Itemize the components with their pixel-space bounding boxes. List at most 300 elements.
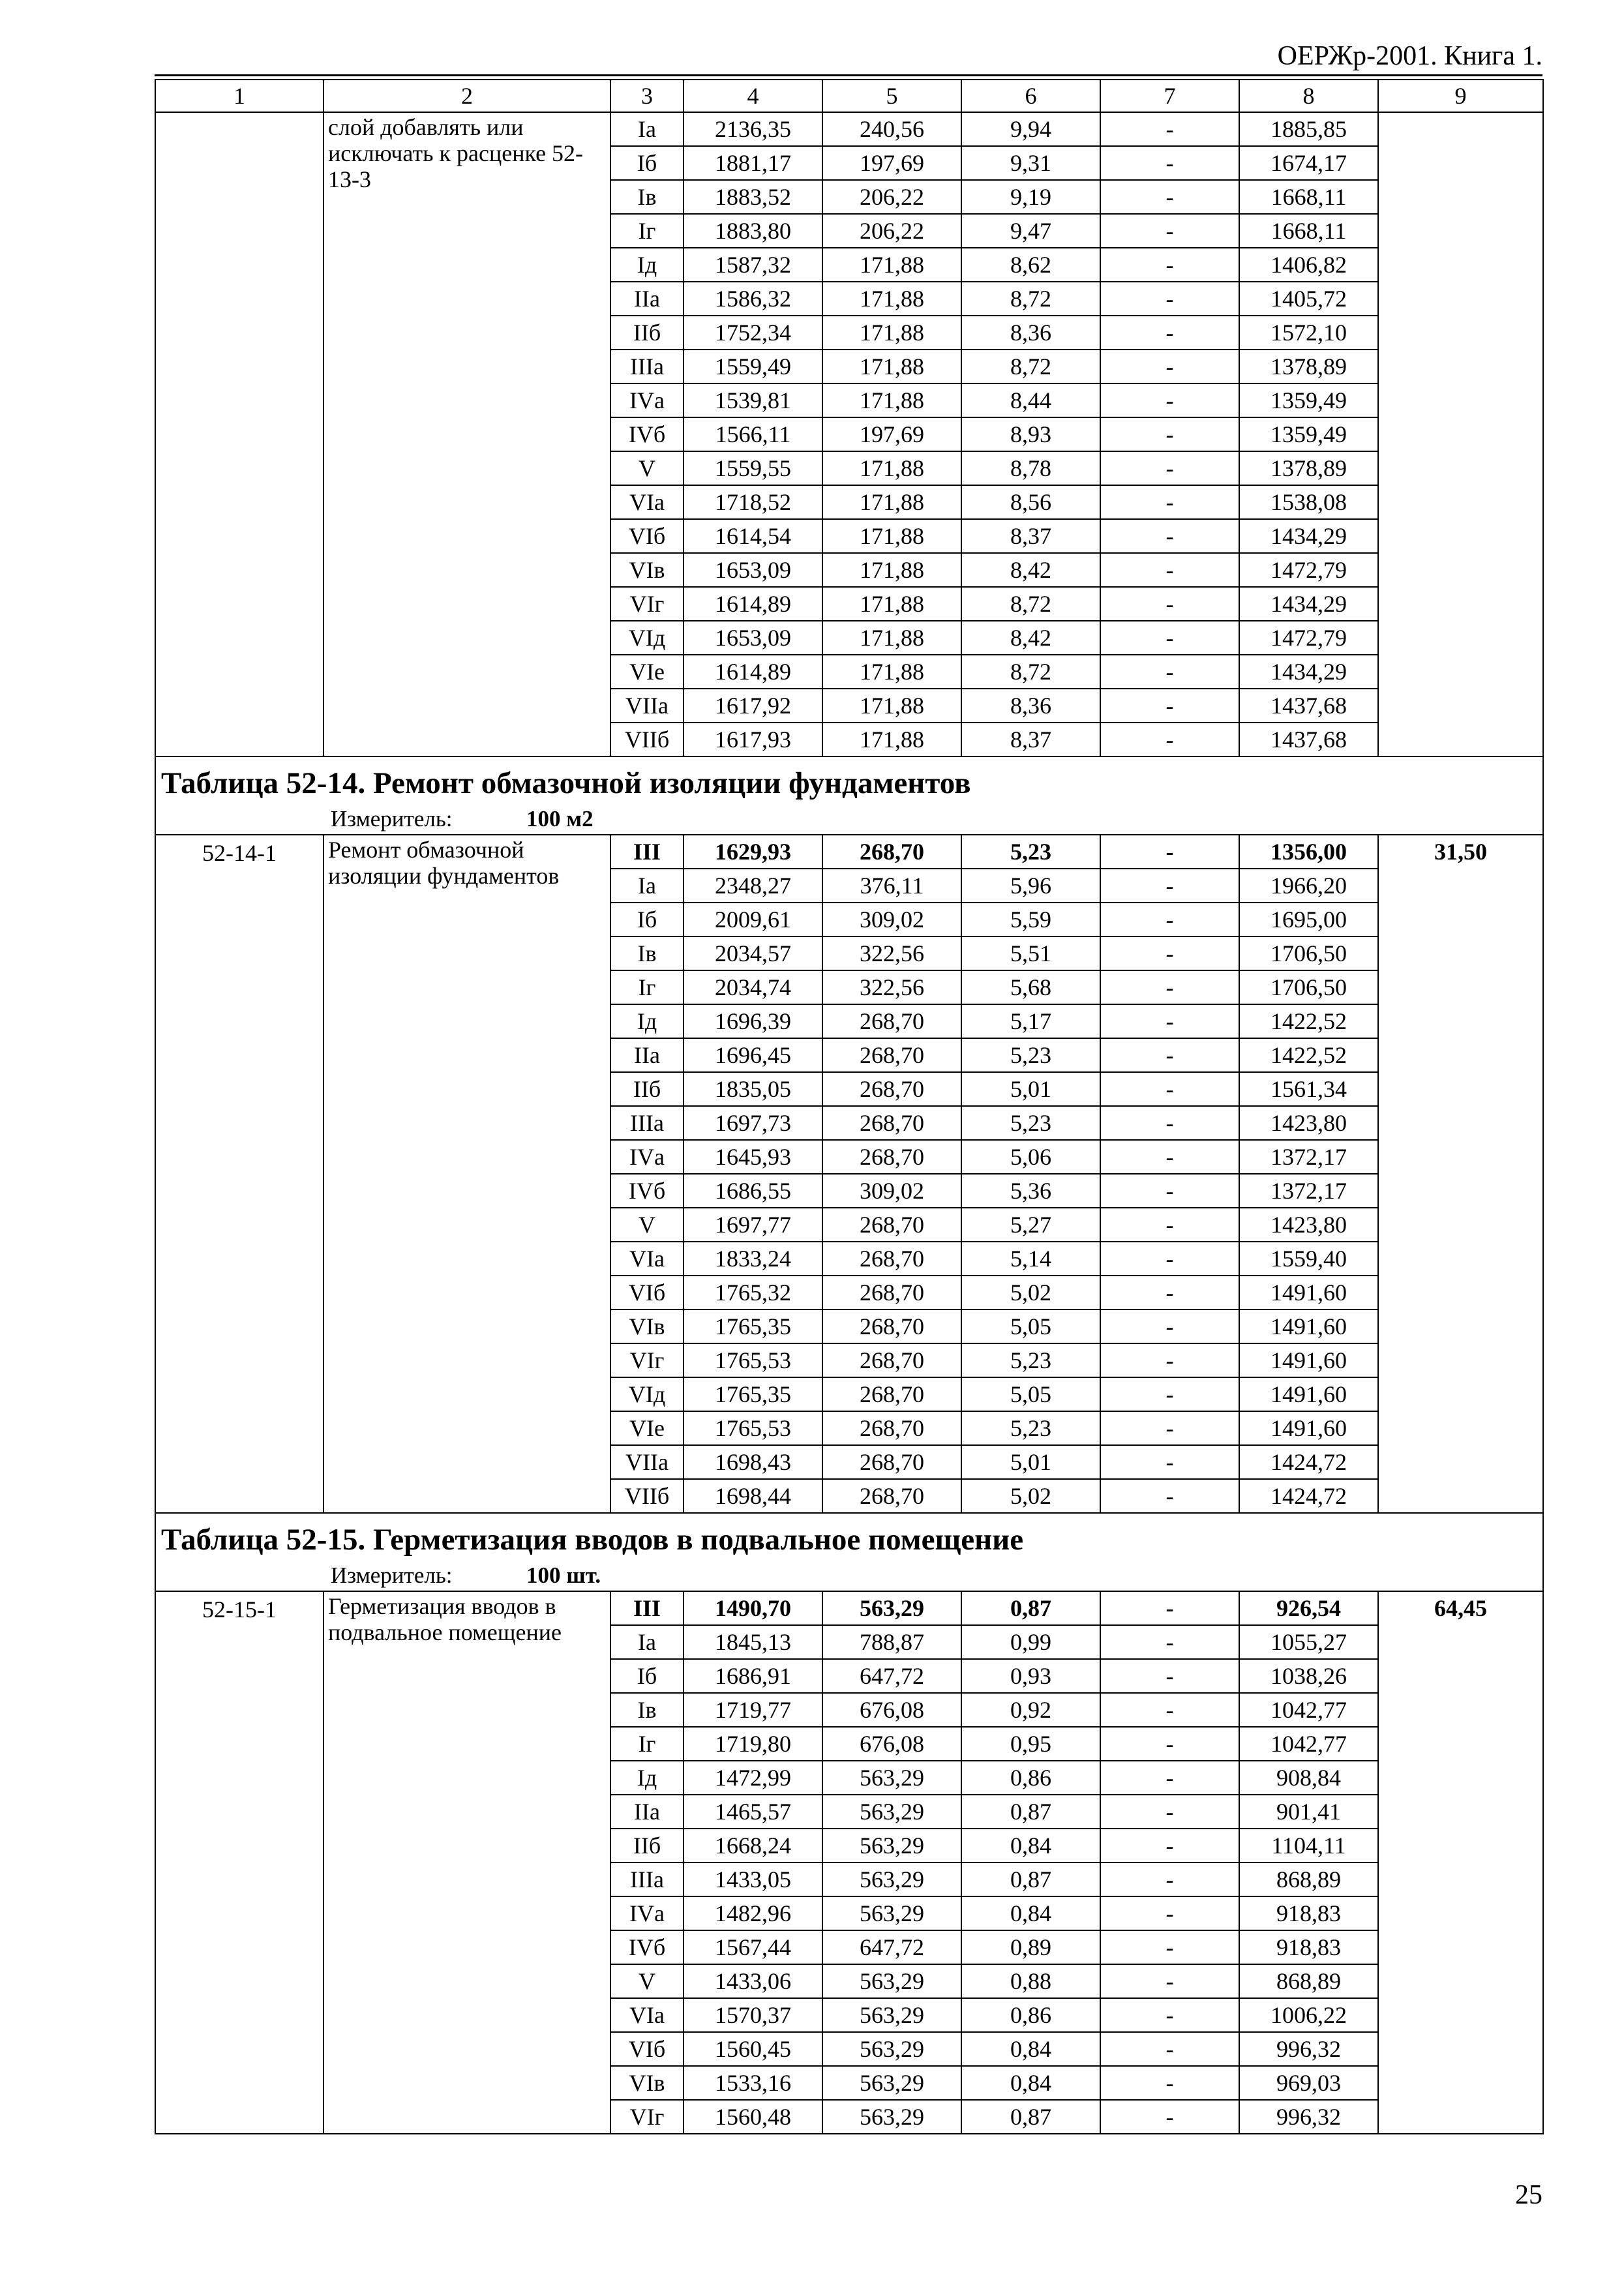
total-cost-cell: 1719,77: [684, 1693, 822, 1727]
total-cost-cell: 1765,35: [684, 1377, 822, 1411]
total-cost-cell: 1696,39: [684, 1004, 822, 1038]
machines-cell: 0,84: [961, 1896, 1100, 1930]
wages-cell: 171,88: [822, 655, 961, 689]
total-cost-cell: 1765,35: [684, 1309, 822, 1343]
machines-cell: 5,23: [961, 835, 1100, 869]
machines-cell: 5,01: [961, 1445, 1100, 1479]
total-cost-cell: 1533,16: [684, 2066, 822, 2100]
materials-cell: 996,32: [1239, 2100, 1378, 2134]
total-cost-cell: 1765,53: [684, 1411, 822, 1445]
materials-cell: 1491,60: [1239, 1276, 1378, 1309]
machinist-wages-cell: -: [1100, 835, 1239, 869]
table-row: [155, 1591, 1543, 1625]
section-title: Таблица 52-14. Ремонт обмазочной изоляции фундаментов: [161, 766, 971, 800]
total-cost-cell: 1883,80: [684, 214, 822, 248]
zone-cell: IIIа: [610, 1863, 684, 1896]
materials-cell: 1372,17: [1239, 1174, 1378, 1208]
machinist-wages-cell: -: [1100, 248, 1239, 282]
machines-cell: 8,37: [961, 723, 1100, 756]
table-body: [155, 80, 1543, 2134]
zone-cell: VIв: [610, 553, 684, 587]
materials-cell: 1706,50: [1239, 970, 1378, 1004]
materials-cell: 1359,49: [1239, 417, 1378, 451]
materials-cell: 1378,89: [1239, 350, 1378, 383]
zone-cell: VIв: [610, 2066, 684, 2100]
materials-cell: 1472,79: [1239, 621, 1378, 655]
machinist-wages-cell: -: [1100, 2066, 1239, 2100]
machines-cell: 5,23: [961, 1343, 1100, 1377]
total-cost-cell: 1765,32: [684, 1276, 822, 1309]
machines-cell: 8,56: [961, 485, 1100, 519]
machines-cell: 0,84: [961, 2032, 1100, 2066]
machines-cell: 5,96: [961, 869, 1100, 903]
materials-cell: 996,32: [1239, 2032, 1378, 2066]
wages-cell: 171,88: [822, 451, 961, 485]
materials-cell: 1434,29: [1239, 655, 1378, 689]
header-rule: [155, 74, 1542, 76]
total-cost-cell: 1835,05: [684, 1072, 822, 1106]
wages-cell: 322,56: [822, 936, 961, 970]
machines-cell: 8,72: [961, 655, 1100, 689]
zone-cell: IVа: [610, 1140, 684, 1174]
zone-cell: VIб: [610, 2032, 684, 2066]
wages-cell: 206,22: [822, 180, 961, 214]
materials-cell: 901,41: [1239, 1795, 1378, 1829]
zone-cell: VIIб: [610, 1479, 684, 1513]
total-cost-cell: 1490,70: [684, 1591, 822, 1625]
materials-cell: 1356,00: [1239, 835, 1378, 869]
machinist-wages-cell: -: [1100, 1174, 1239, 1208]
materials-cell: 1423,80: [1239, 1208, 1378, 1242]
machinist-wages-cell: -: [1100, 1998, 1239, 2032]
machinist-wages-cell: -: [1100, 146, 1239, 180]
materials-cell: 1038,26: [1239, 1659, 1378, 1693]
machines-cell: 8,72: [961, 282, 1100, 316]
machinist-wages-cell: -: [1100, 1140, 1239, 1174]
total-cost-cell: 1587,32: [684, 248, 822, 282]
wages-cell: 171,88: [822, 689, 961, 723]
zone-cell: VIг: [610, 1343, 684, 1377]
materials-cell: 1006,22: [1239, 1998, 1378, 2032]
column-number-row: [155, 80, 1543, 112]
machines-cell: 8,78: [961, 451, 1100, 485]
zone-cell: IVб: [610, 1930, 684, 1964]
machinist-wages-cell: -: [1100, 1479, 1239, 1513]
machinist-wages-cell: -: [1100, 621, 1239, 655]
total-cost-cell: 1697,77: [684, 1208, 822, 1242]
materials-cell: 1538,08: [1239, 485, 1378, 519]
wages-cell: 563,29: [822, 1863, 961, 1896]
zone-cell: Iд: [610, 1004, 684, 1038]
machines-cell: 5,36: [961, 1174, 1100, 1208]
total-cost-cell: 1686,55: [684, 1174, 822, 1208]
materials-cell: 908,84: [1239, 1761, 1378, 1795]
section-header-cell: [155, 756, 1543, 835]
machinist-wages-cell: -: [1100, 282, 1239, 316]
labor-cost-cell: [1378, 112, 1543, 756]
wages-cell: 268,70: [822, 1208, 961, 1242]
materials-cell: 918,83: [1239, 1896, 1378, 1930]
materials-cell: 1966,20: [1239, 869, 1378, 903]
wages-cell: 171,88: [822, 519, 961, 553]
column-number: 2: [323, 80, 610, 112]
materials-cell: 1559,40: [1239, 1242, 1378, 1276]
machines-cell: 8,37: [961, 519, 1100, 553]
machinist-wages-cell: -: [1100, 655, 1239, 689]
materials-cell: 1422,52: [1239, 1038, 1378, 1072]
machinist-wages-cell: -: [1100, 587, 1239, 621]
machinist-wages-cell: -: [1100, 214, 1239, 248]
zone-cell: V: [610, 1208, 684, 1242]
machines-cell: 5,27: [961, 1208, 1100, 1242]
wages-cell: 676,08: [822, 1727, 961, 1761]
total-cost-cell: 1883,52: [684, 180, 822, 214]
total-cost-cell: 1881,17: [684, 146, 822, 180]
machines-cell: 8,72: [961, 350, 1100, 383]
machinist-wages-cell: -: [1100, 1659, 1239, 1693]
machinist-wages-cell: -: [1100, 1445, 1239, 1479]
zone-cell: V: [610, 1964, 684, 1998]
machinist-wages-cell: -: [1100, 519, 1239, 553]
zone-cell: III: [610, 835, 684, 869]
total-cost-cell: 1433,05: [684, 1863, 822, 1896]
table-row: [155, 112, 1543, 146]
zone-cell: Iб: [610, 903, 684, 936]
machines-cell: 8,36: [961, 316, 1100, 350]
materials-cell: 1359,49: [1239, 383, 1378, 417]
work-description-cell: Герметизация вводов в подвальное помещение: [323, 1591, 610, 2134]
materials-cell: 969,03: [1239, 2066, 1378, 2100]
machines-cell: 5,23: [961, 1038, 1100, 1072]
zone-cell: VIе: [610, 1411, 684, 1445]
machines-cell: 8,62: [961, 248, 1100, 282]
materials-cell: 1491,60: [1239, 1343, 1378, 1377]
machines-cell: 0,84: [961, 2066, 1100, 2100]
wages-cell: 171,88: [822, 723, 961, 756]
rate-code-cell: 52-15-1: [155, 1591, 323, 2134]
zone-cell: Iв: [610, 180, 684, 214]
machinist-wages-cell: -: [1100, 689, 1239, 723]
zone-cell: IIб: [610, 316, 684, 350]
materials-cell: 1378,89: [1239, 451, 1378, 485]
machines-cell: 0,87: [961, 1795, 1100, 1829]
wages-cell: 240,56: [822, 112, 961, 146]
work-description-cell: Ремонт обмазочной изоляции фундаментов: [323, 835, 610, 1513]
machinist-wages-cell: -: [1100, 936, 1239, 970]
meter-label: Измеритель:: [331, 1563, 453, 1588]
wages-cell: 268,70: [822, 1242, 961, 1276]
wages-cell: 376,11: [822, 869, 961, 903]
machinist-wages-cell: -: [1100, 316, 1239, 350]
machinist-wages-cell: -: [1100, 869, 1239, 903]
materials-cell: 1491,60: [1239, 1377, 1378, 1411]
machines-cell: 9,47: [961, 214, 1100, 248]
zone-cell: Iв: [610, 936, 684, 970]
materials-cell: 868,89: [1239, 1863, 1378, 1896]
machines-cell: 0,92: [961, 1693, 1100, 1727]
machines-cell: 8,44: [961, 383, 1100, 417]
wages-cell: 563,29: [822, 1761, 961, 1795]
wages-cell: 563,29: [822, 1964, 961, 1998]
wages-cell: 171,88: [822, 282, 961, 316]
materials-cell: 1674,17: [1239, 146, 1378, 180]
machines-cell: 5,68: [961, 970, 1100, 1004]
total-cost-cell: 1653,09: [684, 621, 822, 655]
materials-cell: 1434,29: [1239, 587, 1378, 621]
total-cost-cell: 2009,61: [684, 903, 822, 936]
zone-cell: Iб: [610, 1659, 684, 1693]
total-cost-cell: 1586,32: [684, 282, 822, 316]
total-cost-cell: 1559,55: [684, 451, 822, 485]
wages-cell: 647,72: [822, 1659, 961, 1693]
zone-cell: III: [610, 1591, 684, 1625]
labor-cost-cell: 31,50: [1378, 835, 1543, 1513]
materials-cell: 1405,72: [1239, 282, 1378, 316]
rate-code-cell: 52-14-1: [155, 835, 323, 1513]
zone-cell: Iв: [610, 1693, 684, 1727]
machinist-wages-cell: -: [1100, 2100, 1239, 2134]
materials-cell: 1668,11: [1239, 214, 1378, 248]
total-cost-cell: 1698,43: [684, 1445, 822, 1479]
zone-cell: IIIа: [610, 1106, 684, 1140]
wages-cell: 268,70: [822, 1445, 961, 1479]
total-cost-cell: 1560,45: [684, 2032, 822, 2066]
wages-cell: 268,70: [822, 1309, 961, 1343]
machinist-wages-cell: -: [1100, 383, 1239, 417]
zone-cell: VIд: [610, 1377, 684, 1411]
total-cost-cell: 1560,48: [684, 2100, 822, 2134]
total-cost-cell: 1629,93: [684, 835, 822, 869]
machinist-wages-cell: -: [1100, 1625, 1239, 1659]
zone-cell: Iа: [610, 1625, 684, 1659]
machines-cell: 5,14: [961, 1242, 1100, 1276]
machinist-wages-cell: -: [1100, 1106, 1239, 1140]
rate-code-cell: [155, 112, 323, 756]
machines-cell: 0,87: [961, 1591, 1100, 1625]
zone-cell: VIIа: [610, 1445, 684, 1479]
section-title: Таблица 52-15. Герметизация вводов в подвальное помещение: [161, 1523, 1024, 1557]
machines-cell: 9,19: [961, 180, 1100, 214]
total-cost-cell: 1465,57: [684, 1795, 822, 1829]
materials-cell: 1042,77: [1239, 1693, 1378, 1727]
materials-cell: 1561,34: [1239, 1072, 1378, 1106]
materials-cell: 1104,11: [1239, 1829, 1378, 1863]
wages-cell: 171,88: [822, 621, 961, 655]
zone-cell: Iд: [610, 1761, 684, 1795]
zone-cell: VIа: [610, 1242, 684, 1276]
zone-cell: VIв: [610, 1309, 684, 1343]
document-header: ОЕРЖр-2001. Книга 1.: [1277, 41, 1542, 71]
machines-cell: 9,31: [961, 146, 1100, 180]
materials-cell: 868,89: [1239, 1964, 1378, 1998]
materials-cell: 1437,68: [1239, 723, 1378, 756]
machines-cell: 5,01: [961, 1072, 1100, 1106]
column-number: 3: [610, 80, 684, 112]
wages-cell: 171,88: [822, 316, 961, 350]
total-cost-cell: 1752,34: [684, 316, 822, 350]
total-cost-cell: 1539,81: [684, 383, 822, 417]
machinist-wages-cell: -: [1100, 1377, 1239, 1411]
zone-cell: VIг: [610, 587, 684, 621]
zone-cell: IVа: [610, 1896, 684, 1930]
zone-cell: Iа: [610, 869, 684, 903]
machines-cell: 8,42: [961, 553, 1100, 587]
wages-cell: 268,70: [822, 1377, 961, 1411]
materials-cell: 1055,27: [1239, 1625, 1378, 1659]
machinist-wages-cell: -: [1100, 1208, 1239, 1242]
labor-cost-cell: 64,45: [1378, 1591, 1543, 2134]
machinist-wages-cell: -: [1100, 1038, 1239, 1072]
total-cost-cell: 1570,37: [684, 1998, 822, 2032]
wages-cell: 268,70: [822, 1038, 961, 1072]
machinist-wages-cell: -: [1100, 1964, 1239, 1998]
table-row: [155, 835, 1543, 869]
zone-cell: Iг: [610, 1727, 684, 1761]
materials-cell: 1695,00: [1239, 903, 1378, 936]
column-number: 1: [155, 80, 323, 112]
machinist-wages-cell: -: [1100, 1727, 1239, 1761]
zone-cell: Iд: [610, 248, 684, 282]
wages-cell: 268,70: [822, 1140, 961, 1174]
wages-cell: 676,08: [822, 1693, 961, 1727]
materials-cell: 1042,77: [1239, 1727, 1378, 1761]
total-cost-cell: 1718,52: [684, 485, 822, 519]
machinist-wages-cell: -: [1100, 1309, 1239, 1343]
wages-cell: 268,70: [822, 1411, 961, 1445]
total-cost-cell: 1472,99: [684, 1761, 822, 1795]
machinist-wages-cell: -: [1100, 1693, 1239, 1727]
wages-cell: 268,70: [822, 1276, 961, 1309]
total-cost-cell: 1645,93: [684, 1140, 822, 1174]
total-cost-cell: 1559,49: [684, 350, 822, 383]
machines-cell: 5,05: [961, 1377, 1100, 1411]
machines-cell: 5,23: [961, 1411, 1100, 1445]
machinist-wages-cell: -: [1100, 1930, 1239, 1964]
column-number: 4: [684, 80, 822, 112]
machinist-wages-cell: -: [1100, 1591, 1239, 1625]
materials-cell: 1372,17: [1239, 1140, 1378, 1174]
wages-cell: 268,70: [822, 1004, 961, 1038]
total-cost-cell: 1567,44: [684, 1930, 822, 1964]
total-cost-cell: 1698,44: [684, 1479, 822, 1513]
zone-cell: VIб: [610, 519, 684, 553]
machinist-wages-cell: -: [1100, 180, 1239, 214]
total-cost-cell: 2348,27: [684, 869, 822, 903]
zone-cell: VIIб: [610, 723, 684, 756]
materials-cell: 1424,72: [1239, 1445, 1378, 1479]
wages-cell: 563,29: [822, 1896, 961, 1930]
machines-cell: 8,36: [961, 689, 1100, 723]
wages-cell: 322,56: [822, 970, 961, 1004]
page-number: 25: [1515, 2180, 1542, 2210]
zone-cell: IIа: [610, 282, 684, 316]
total-cost-cell: 1686,91: [684, 1659, 822, 1693]
zone-cell: Iб: [610, 146, 684, 180]
wages-cell: 268,70: [822, 1343, 961, 1377]
materials-cell: 1491,60: [1239, 1309, 1378, 1343]
zone-cell: IIа: [610, 1038, 684, 1072]
wages-cell: 563,29: [822, 1829, 961, 1863]
materials-cell: 1434,29: [1239, 519, 1378, 553]
wages-cell: 268,70: [822, 1072, 961, 1106]
total-cost-cell: 1482,96: [684, 1896, 822, 1930]
machines-cell: 8,72: [961, 587, 1100, 621]
machinist-wages-cell: -: [1100, 1242, 1239, 1276]
materials-cell: 1423,80: [1239, 1106, 1378, 1140]
zone-cell: IIб: [610, 1072, 684, 1106]
machines-cell: 0,86: [961, 1998, 1100, 2032]
zone-cell: Iа: [610, 112, 684, 146]
total-cost-cell: 1566,11: [684, 417, 822, 451]
machinist-wages-cell: -: [1100, 723, 1239, 756]
machinist-wages-cell: -: [1100, 451, 1239, 485]
zone-cell: IIб: [610, 1829, 684, 1863]
machines-cell: 5,23: [961, 1106, 1100, 1140]
wages-cell: 171,88: [822, 587, 961, 621]
zone-cell: IVа: [610, 383, 684, 417]
machines-cell: 5,51: [961, 936, 1100, 970]
machinist-wages-cell: -: [1100, 1863, 1239, 1896]
wages-cell: 563,29: [822, 1795, 961, 1829]
zone-cell: VIд: [610, 621, 684, 655]
wages-cell: 171,88: [822, 485, 961, 519]
unit-of-measure: [161, 805, 1537, 834]
machinist-wages-cell: -: [1100, 1411, 1239, 1445]
zone-cell: IVб: [610, 1174, 684, 1208]
machines-cell: 0,84: [961, 1829, 1100, 1863]
wages-cell: 563,29: [822, 1591, 961, 1625]
machinist-wages-cell: -: [1100, 112, 1239, 146]
machines-cell: 9,94: [961, 112, 1100, 146]
machines-cell: 8,42: [961, 621, 1100, 655]
total-cost-cell: 2034,74: [684, 970, 822, 1004]
zone-cell: VIг: [610, 2100, 684, 2134]
machines-cell: 0,99: [961, 1625, 1100, 1659]
zone-cell: VIIа: [610, 689, 684, 723]
total-cost-cell: 2136,35: [684, 112, 822, 146]
wages-cell: 171,88: [822, 383, 961, 417]
machines-cell: 5,02: [961, 1479, 1100, 1513]
machinist-wages-cell: -: [1100, 1072, 1239, 1106]
machinist-wages-cell: -: [1100, 1829, 1239, 1863]
wages-cell: 206,22: [822, 214, 961, 248]
wages-cell: 647,72: [822, 1930, 961, 1964]
meter-value: 100 м2: [526, 806, 594, 831]
materials-cell: 1572,10: [1239, 316, 1378, 350]
total-cost-cell: 1614,89: [684, 587, 822, 621]
machines-cell: 0,89: [961, 1930, 1100, 1964]
wages-cell: 563,29: [822, 2100, 961, 2134]
section-header: [155, 756, 1543, 835]
section-header: [155, 1513, 1543, 1591]
machinist-wages-cell: -: [1100, 1761, 1239, 1795]
materials-cell: 1885,85: [1239, 112, 1378, 146]
wages-cell: 171,88: [822, 248, 961, 282]
machines-cell: 0,87: [961, 2100, 1100, 2134]
work-description-cell: слой добавлять или исключать к расценке 52-13-3: [323, 112, 610, 756]
total-cost-cell: 1653,09: [684, 553, 822, 587]
total-cost-cell: 1845,13: [684, 1625, 822, 1659]
zone-cell: Iг: [610, 970, 684, 1004]
zone-cell: VIб: [610, 1276, 684, 1309]
materials-cell: 1406,82: [1239, 248, 1378, 282]
machines-cell: 0,95: [961, 1727, 1100, 1761]
materials-cell: 1706,50: [1239, 936, 1378, 970]
zone-cell: IIIа: [610, 350, 684, 383]
wages-cell: 171,88: [822, 350, 961, 383]
wages-cell: 309,02: [822, 903, 961, 936]
zone-cell: VIа: [610, 1998, 684, 2032]
